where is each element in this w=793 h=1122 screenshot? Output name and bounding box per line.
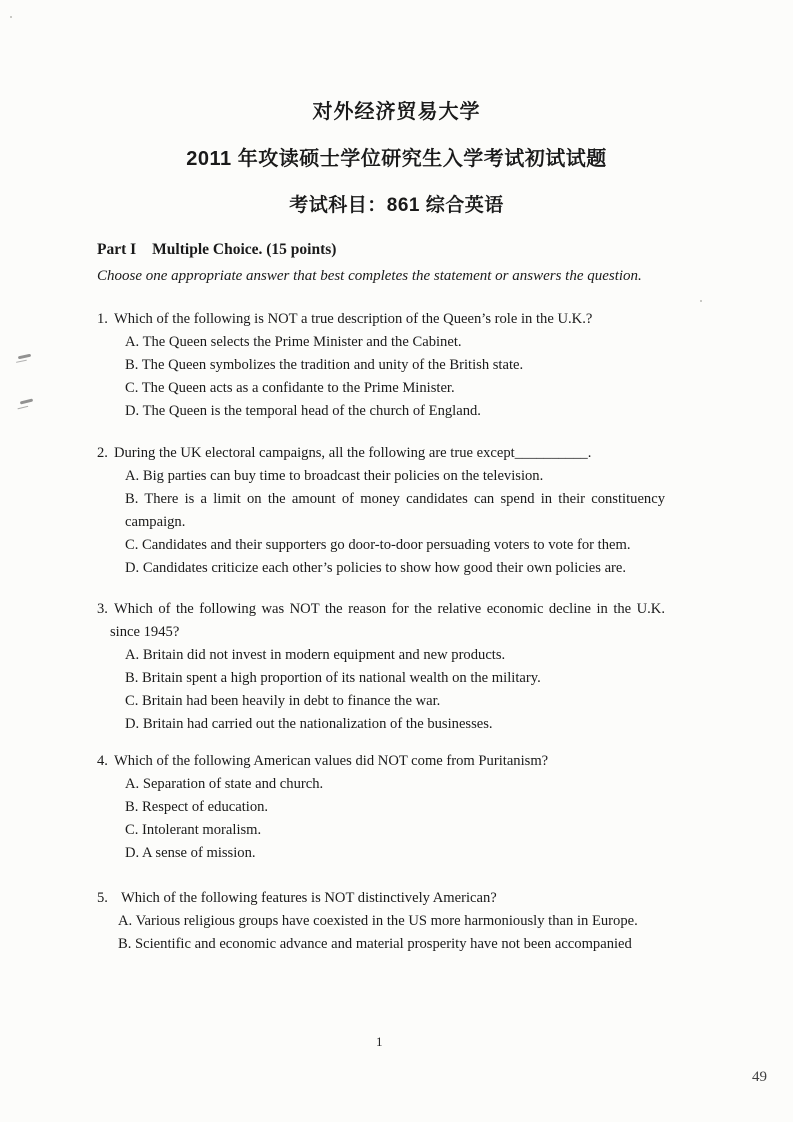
pencil-mark <box>20 398 33 404</box>
question-stem <box>97 887 665 910</box>
exam-title: 2011 年攻读硕士学位研究生入学考试初试试题 <box>186 148 607 170</box>
option-a: A. Separation of state and church. <box>125 776 324 792</box>
option-b: B. The Queen symbolizes the tradition and unity of the British state. <box>125 357 524 373</box>
options-list <box>125 773 665 865</box>
question-number: 5. <box>97 890 108 906</box>
option-a: A. Various religious groups have coexisted in the US more harmoniously than in Europe. <box>118 913 638 929</box>
question-3 <box>97 598 665 736</box>
part-label: Part I <box>97 241 137 258</box>
question-2 <box>97 442 665 580</box>
question-text: Which of the following American values did NOT come from Puritanism? <box>113 753 549 769</box>
option-a: A. The Queen selects the Prime Minister and the Cabinet. <box>125 334 462 350</box>
options-list <box>125 331 665 423</box>
scan-speckle <box>10 16 12 18</box>
question-number: 3. <box>97 601 108 617</box>
scan-speckle <box>700 300 702 302</box>
question-stem <box>97 308 665 331</box>
option-c: C. The Queen acts as a confidante to the Prime Minister. <box>125 380 455 396</box>
option-d: D. A sense of mission. <box>125 845 256 861</box>
subject-title: 考试科目：861 综合英语 <box>289 195 504 216</box>
option-a: A. Big parties can buy time to broadcast their policies on the television. <box>125 468 544 484</box>
question-number: 4. <box>97 753 108 769</box>
option-c: C. Intolerant moralism. <box>125 822 262 838</box>
exam-header <box>0 100 793 218</box>
option-c: C. Britain had been heavily in debt to finance the war. <box>125 693 441 709</box>
option-b: B. Scientific and economic advance and material prosperity have not been accompanied <box>118 936 632 952</box>
question-text: Which of the following features is NOT distinctively American? <box>120 890 497 906</box>
page-number: 1 <box>376 1034 383 1049</box>
option-b: B. Respect of education. <box>125 799 269 815</box>
option-a: A. Britain did not invest in modern equipment and new products. <box>125 647 506 663</box>
question-4 <box>97 750 665 865</box>
instructions-text: Choose one appropriate answer that best completes the statement or answers the question. <box>97 268 642 284</box>
option-d: D. The Queen is the temporal head of the church of England. <box>125 403 481 419</box>
exam-body <box>97 238 665 956</box>
question-text: Which of the following was NOT the reason for the relative economic decline in the U.K. since 1945? <box>110 601 665 640</box>
question-text: Which of the following is NOT a true description of the Queen’s role in the U.K.? <box>113 311 593 327</box>
question-stem <box>97 598 665 644</box>
question-stem <box>97 442 665 465</box>
options-list <box>125 465 665 580</box>
option-d: D. Candidates criticize each other’s policies to show how good their own policies are. <box>125 560 627 576</box>
part1-heading <box>97 238 665 261</box>
option-b: B. Britain spent a high proportion of its national wealth on the military. <box>125 670 541 686</box>
question-1 <box>97 308 665 423</box>
options-list <box>125 644 665 736</box>
question-number: 2. <box>97 445 108 461</box>
pencil-mark <box>18 354 31 360</box>
university-title: 对外经济贸易大学 <box>312 101 481 123</box>
option-d: D. Britain had carried out the nationalization of the businesses. <box>125 716 493 732</box>
question-text: During the UK electoral campaigns, all the following are true except__________. <box>113 445 592 461</box>
part-title: Multiple Choice. (15 points) <box>152 241 337 258</box>
question-stem <box>97 750 665 773</box>
question-5 <box>97 887 665 956</box>
corner-page-number: 49 <box>752 1069 767 1085</box>
option-b: B. There is a limit on the amount of money candidates can spend in their constituency campaign. <box>125 491 665 530</box>
option-c: C. Candidates and their supporters go door-to-door persuading voters to vote for them. <box>125 537 631 553</box>
options-list <box>118 910 665 956</box>
question-number: 1. <box>97 311 108 327</box>
